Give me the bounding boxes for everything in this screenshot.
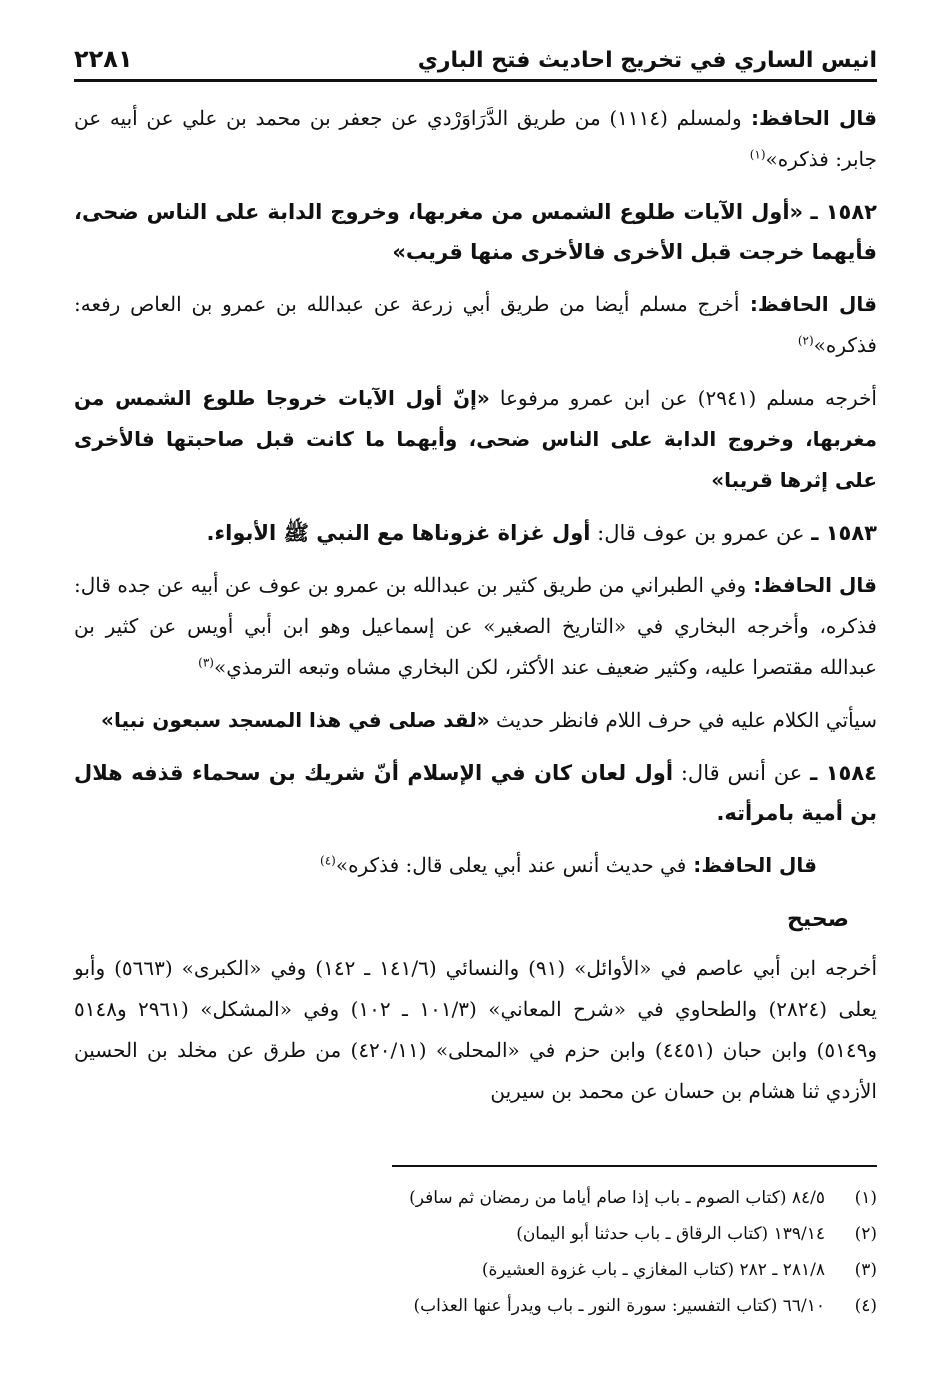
hadith-1582 <box>74 192 877 272</box>
hadith-narrator: عن عمرو بن عوف قال: <box>597 521 805 545</box>
hafiz-comment-1 <box>74 98 877 180</box>
footnote-text: ٨٤/٥ (كتاب الصوم ـ باب إذا صام أياما من رمضان ثم سافر) <box>409 1188 825 1208</box>
hafiz-comment-text: أخرج مسلم أيضا من طريق أبي زرعة عن عبدالله بن عمرو بن العاص رفعه: فذكره» <box>74 292 877 357</box>
hadith-number: ١٥٨٢ ـ <box>810 200 877 224</box>
hafiz-label: قال الحافظ: <box>693 853 817 877</box>
takhrij-text: أخرجه ابن أبي عاصم في «الأوائل» (٩١) والنسائي (١٤١/٦ ـ ١٤٢) وفي «الكبرى» (٥٦٦٣) وأبو يعلى (٢٨٢٤) والطحاوي في «شرح المعاني» (١٠١/٣ ـ ١٠٢) وفي «المشكل» (٢٩٦١ و٥١٤٨ و٥١٤٩) وابن حبان (٤٤٥١) وابن حزم في «المحلى» (٤٢٠/١١) من طرق عن مخلد بن الحسين الأزدي ثنا هشام بن حسان عن محمد بن سيرين <box>74 956 878 1103</box>
cross-reference-text: سيأتي الكلام عليه في حرف اللام فانظر حديث <box>495 708 877 732</box>
footnote-ref-1: (١) <box>749 147 766 162</box>
hadith-quote: «لقد صلى في هذا المسجد سبعون نبيا» <box>101 708 490 732</box>
footnote-ref-4: (٤) <box>320 853 336 868</box>
hafiz-label: قال الحافظ: <box>753 573 877 597</box>
footnote-number: (٤) <box>854 1296 877 1316</box>
hafiz-comment-text: في حديث أنس عند أبي يعلى قال: فذكره» <box>335 853 687 877</box>
footnote <box>74 1180 877 1216</box>
footnote-text: ٢٨١/٨ ـ ٢٨٢ (كتاب المغازي ـ باب غزوة العشيرة) <box>481 1260 825 1280</box>
hafiz-comment-text: ولمسلم (١١١٤) من طريق الدَّرَاوَرْدي عن جعفر بن محمد بن علي عن أبيه عن جابر: فذكره» <box>74 106 877 171</box>
hafiz-comment-4 <box>74 845 877 886</box>
takhrij-text: أخرجه مسلم (٢٩٤١) عن ابن عمرو مرفوعا <box>499 386 877 410</box>
hafiz-label: قال الحافظ: <box>749 292 877 316</box>
running-header <box>74 30 877 82</box>
hadith-quote: «إنّ أول الآيات خروجا طلوع الشمس من مغربها، وخروج الدابة على الناس ضحى، وأيهما ما كانت قبل صاحبتها فالأخرى على إثرها قريبا» <box>74 386 877 492</box>
footnote <box>74 1288 877 1324</box>
hadith-number: ١٥٨٣ ـ <box>811 521 877 545</box>
footnote-number: (١) <box>854 1188 877 1208</box>
footnote-ref-2: (٢) <box>797 333 814 348</box>
page-number: ٢٢٨١ <box>74 45 133 73</box>
hadith-text: «أول الآيات طلوع الشمس من مغربها، وخروج الدابة على الناس ضحى، فأيهما خرجت قبل الأخرى فالأخرى منها قريب» <box>74 200 877 264</box>
footnote <box>74 1216 877 1252</box>
footnote-number: (٢) <box>854 1224 877 1244</box>
hadith-text: أول غزاة غزوناها مع النبي ﷺ الأبواء. <box>206 521 591 545</box>
running-title: انيس الساري في تخريج احاديث فتح الباري <box>417 48 877 73</box>
hadith-1583 <box>74 513 877 553</box>
hadith-number: ١٥٨٤ ـ <box>810 761 877 785</box>
takhrij-1584 <box>74 948 877 1112</box>
grading-heading: صحيح <box>787 907 849 932</box>
hadith-1584 <box>74 753 877 833</box>
hafiz-comment-text: وفي الطبراني من طريق كثير بن عبدالله بن عمرو بن عوف عن أبيه عن جده قال: فذكره، وأخرجه البخاري في «التاريخ الصغير» عن إسماعيل وهو ابن أبي أويس عن كثير بن عبدالله مقتصرا عليه، وكثير ضعيف عند الأكثر، لكن البخاري مشاه وتبعه الترمذي» <box>74 573 877 679</box>
hafiz-comment-2 <box>74 284 877 366</box>
book-page <box>74 30 877 1360</box>
footnote-text: ١٣٩/١٤ (كتاب الرقاق ـ باب حدثنا أبو اليمان) <box>516 1224 825 1244</box>
hadith-narrator: عن أنس قال: <box>680 761 803 785</box>
footnotes <box>74 1180 877 1324</box>
cross-reference <box>74 700 877 741</box>
page-body <box>74 98 877 1112</box>
footnote-divider <box>392 1165 877 1167</box>
hafiz-comment-3 <box>74 565 877 688</box>
footnote <box>74 1252 877 1288</box>
hafiz-label: قال الحافظ: <box>750 106 877 130</box>
footnote-number: (٣) <box>854 1260 877 1280</box>
takhrij-1582 <box>74 378 877 501</box>
footnote-ref-3: (٣) <box>198 655 214 670</box>
footnote-text: ٦٦/١٠ (كتاب التفسير: سورة النور ـ باب ويدرأ عنها العذاب) <box>413 1296 825 1316</box>
hadith-text: أول لعان كان في الإسلام أنّ شريك بن سحماء قذفه هلال بن أمية بامرأته. <box>74 761 877 825</box>
